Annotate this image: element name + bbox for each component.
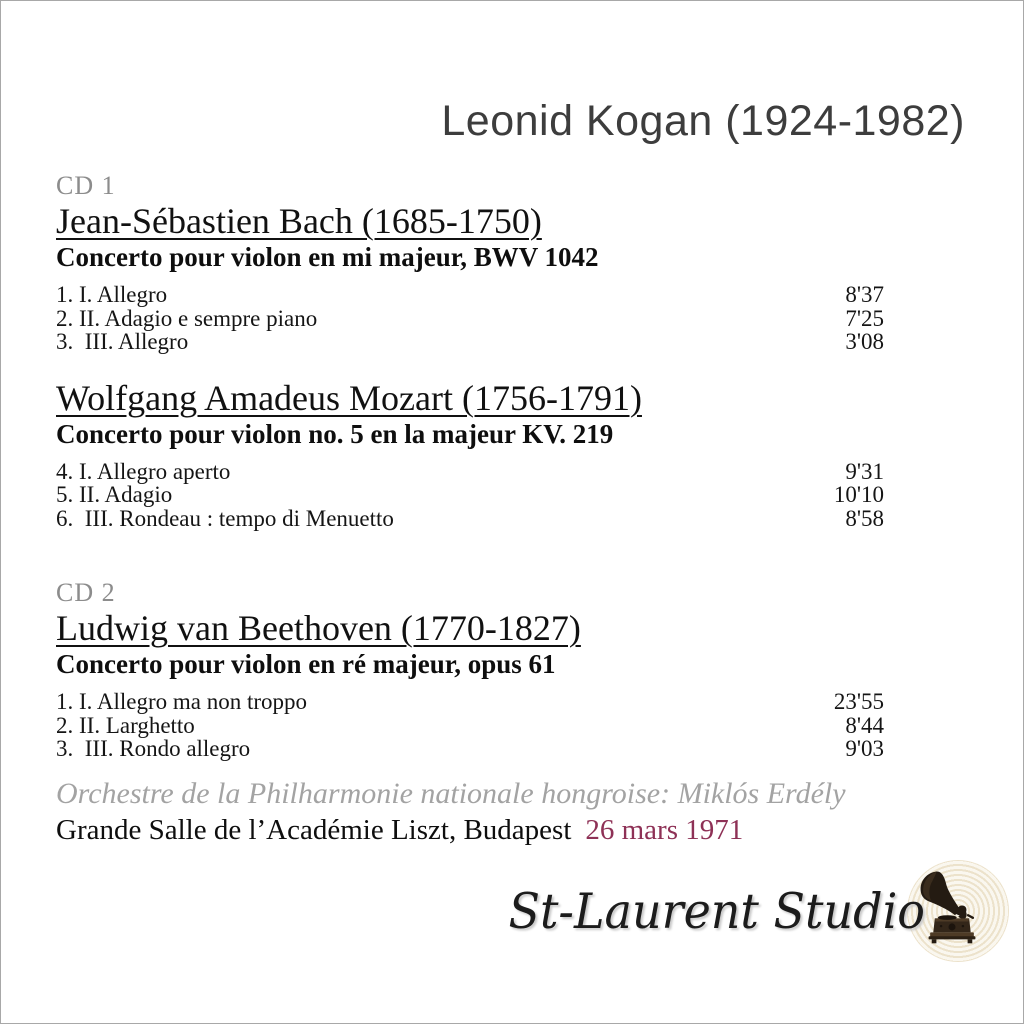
orchestra-credit: Orchestre de la Philharmonie nationale hongroise: Miklós Erdély xyxy=(56,777,846,810)
work-title: Concerto pour violon en mi majeur, BWV 1042 xyxy=(56,242,599,272)
track-duration: 23'55 xyxy=(833,689,884,714)
track-list xyxy=(56,690,884,761)
credits-block xyxy=(56,776,956,848)
track-duration: 8'44 xyxy=(845,712,884,738)
track-row xyxy=(56,714,884,738)
track-row xyxy=(56,690,884,714)
venue-text: Grande Salle de l’Académie Liszt, Budapest xyxy=(56,814,572,846)
disc-section xyxy=(56,578,884,761)
disc-label: CD 2 xyxy=(56,578,116,607)
track-duration: 7'25 xyxy=(845,305,884,331)
album-title: Leonid Kogan (1924-1982) xyxy=(441,97,965,145)
track-row xyxy=(56,307,884,331)
track-movement: 2. II. Adagio e sempre piano xyxy=(56,305,318,331)
track-row xyxy=(56,483,884,507)
track-movement: 5. II. Adagio xyxy=(56,482,173,507)
track-row xyxy=(56,460,884,484)
track-listing xyxy=(56,171,884,761)
work-title: Concerto pour violon en ré majeur, opus 61 xyxy=(56,649,556,679)
recording-date: 26 mars 1971 xyxy=(585,814,744,846)
track-row xyxy=(56,330,884,354)
track-row xyxy=(56,283,884,307)
venue-line xyxy=(56,812,956,848)
track-movement: 3. III. Rondo allegro xyxy=(56,736,251,761)
track-movement: 2. II. Larghetto xyxy=(56,712,195,738)
track-movement: 6. III. Rondeau : tempo di Menuetto xyxy=(56,505,394,531)
composer-heading: Ludwig van Beethoven (1770-1827) xyxy=(56,608,581,648)
disc-section xyxy=(56,171,884,530)
track-row xyxy=(56,507,884,531)
track-duration: 8'37 xyxy=(845,282,884,307)
track-duration: 8'58 xyxy=(845,505,884,531)
studio-logo-text: St-Laurent Studio xyxy=(508,882,925,940)
track-row xyxy=(56,737,884,761)
track-movement: 1. I. Allegro ma non troppo xyxy=(56,689,308,714)
track-movement: 1. I. Allegro xyxy=(56,282,168,307)
disc-label: CD 1 xyxy=(56,171,116,200)
studio-logo xyxy=(508,859,1009,963)
track-duration: 9'03 xyxy=(845,736,884,761)
composer-heading: Jean-Sébastien Bach (1685-1750) xyxy=(56,201,542,241)
track-duration: 3'08 xyxy=(845,329,884,354)
work-title: Concerto pour violon no. 5 en la majeur KV. 219 xyxy=(56,418,614,449)
track-list xyxy=(56,283,884,354)
track-duration: 10'10 xyxy=(833,482,884,507)
track-list xyxy=(56,460,884,531)
work-section xyxy=(56,378,884,531)
work-section xyxy=(56,201,884,354)
track-movement: 4. I. Allegro aperto xyxy=(56,458,231,484)
composer-heading: Wolfgang Amadeus Mozart (1756-1791) xyxy=(56,377,642,418)
track-movement: 3. III. Allegro xyxy=(56,329,189,354)
track-duration: 9'31 xyxy=(845,458,884,484)
work-section xyxy=(56,608,884,761)
